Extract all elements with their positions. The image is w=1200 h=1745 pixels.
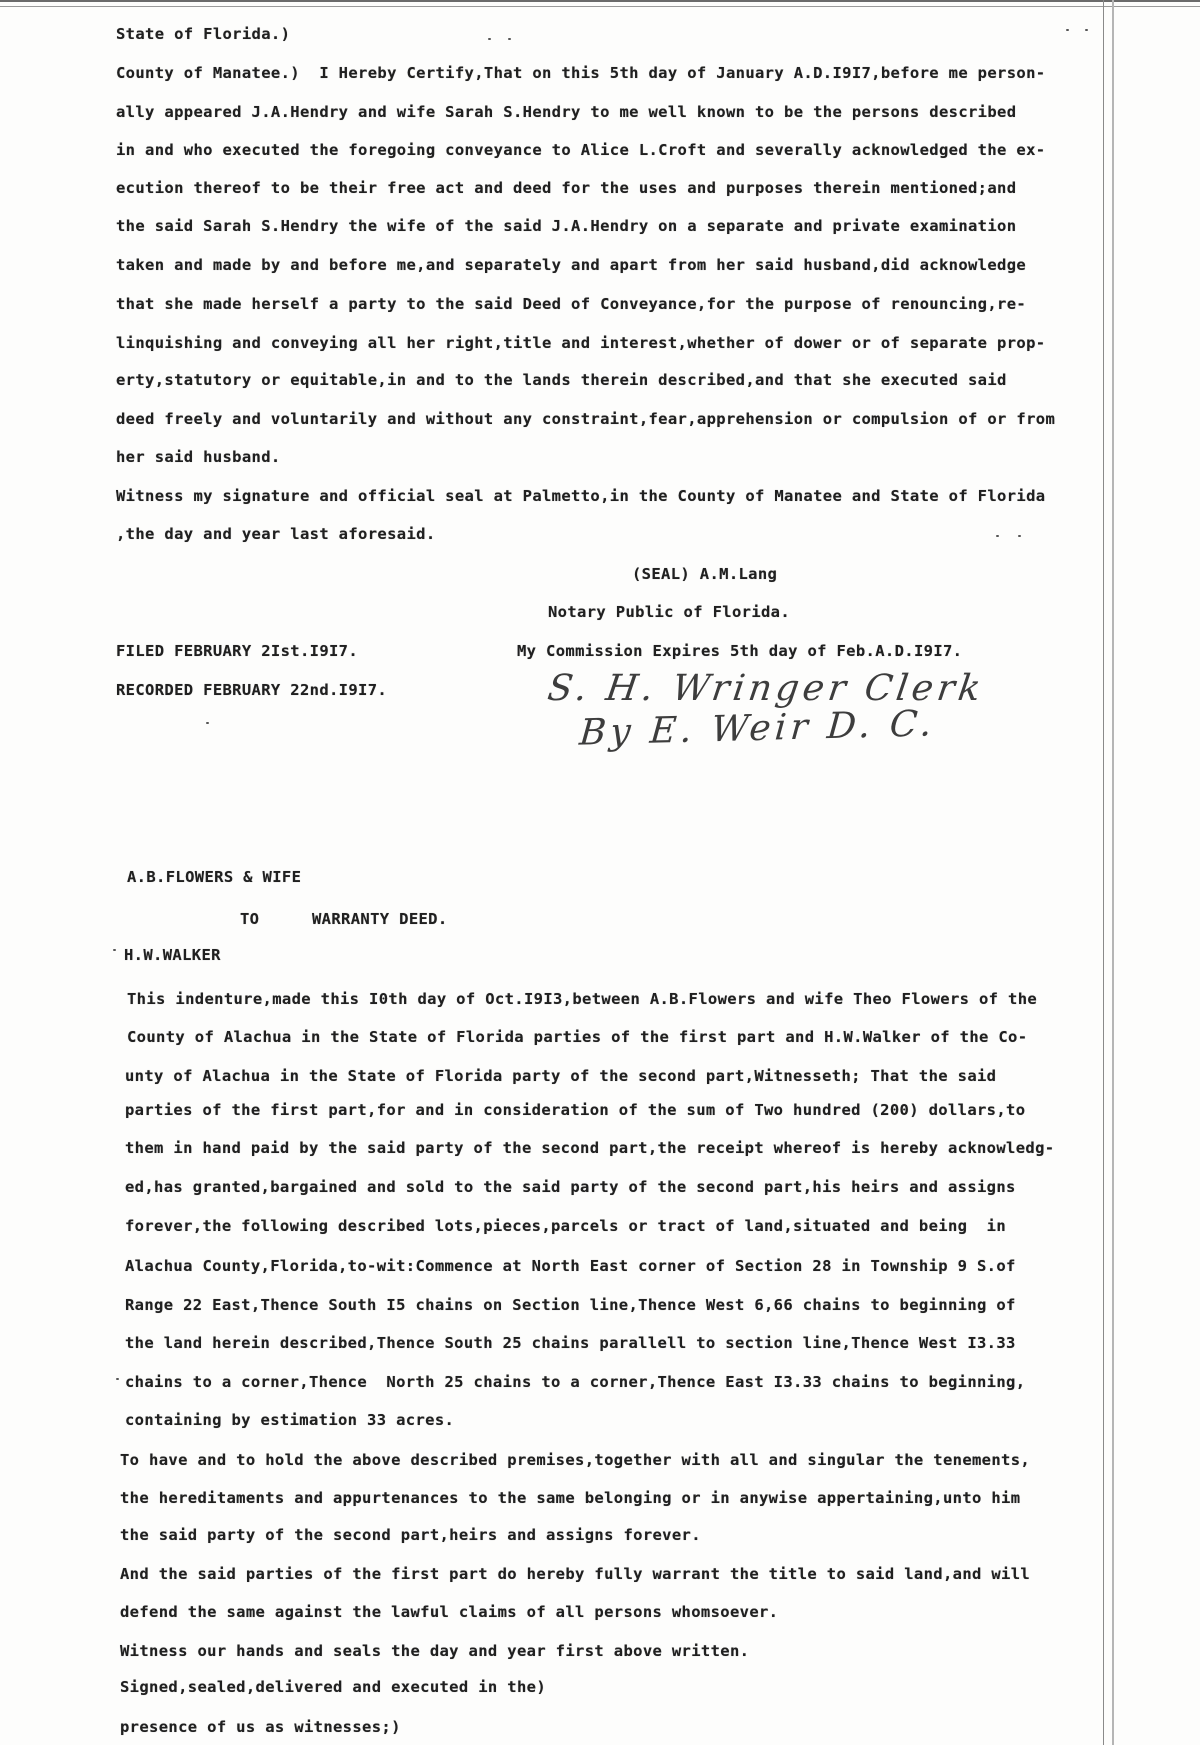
- notary-seal-line: (SEAL) A.M.Lang: [632, 565, 778, 583]
- deed-grantor: A.B.FLOWERS & WIFE: [127, 868, 302, 886]
- certificate-line: in and who executed the foregoing conveyance to Alice L.Croft and severally acknowledged the ex-: [116, 141, 1046, 159]
- certificate-line: linquishing and conveying all her right,title and interest,whether of dower or of separate prop-: [116, 334, 1046, 352]
- scan-speck: [488, 38, 491, 40]
- scan-speck: [1085, 29, 1088, 31]
- clerk-signature: S. H. Wringer Clerk: [545, 668, 988, 709]
- deed-line: County of Alachua in the State of Florida parties of the first part and H.W.Walker of the Co-: [127, 1028, 1028, 1046]
- deed-line: Signed,sealed,delivered and executed in the): [120, 1678, 546, 1696]
- deed-line: parties of the first part,for and in consideration of the sum of Two hundred (200) dollars,to: [125, 1101, 1026, 1119]
- filed-date: FILED FEBRUARY 2Ist.I9I7.: [116, 642, 359, 660]
- deed-line: ed,has granted,bargained and sold to the said party of the second part,his heirs and assigns: [125, 1178, 1016, 1196]
- scan-speck: [1018, 535, 1021, 537]
- recorded-date: RECORDED FEBRUARY 22nd.I9I7.: [116, 681, 388, 699]
- deed-line: And the said parties of the first part do hereby fully warrant the title to said land,and will: [120, 1565, 1031, 1583]
- commission-expiry: My Commission Expires 5th day of Feb.A.D.I9I7.: [517, 642, 963, 660]
- deputy-clerk-signature: By E. Weir D. C.: [577, 703, 938, 754]
- certificate-line: ecution thereof to be their free act and deed for the uses and purposes therein mentioned;and: [116, 179, 1017, 197]
- certificate-line: her said husband.: [116, 448, 281, 466]
- deed-line: the said party of the second part,heirs and assigns forever.: [120, 1526, 701, 1544]
- deed-line: the land herein described,Thence South 25 chains parallell to section line,Thence West I3.33: [125, 1334, 1016, 1352]
- deed-line: Alachua County,Florida,to-wit:Commence at North East corner of Section 28 in Township 9 S.of: [125, 1257, 1016, 1275]
- deed-line: unty of Alachua in the State of Florida party of the second part,Witnesseth; That the said: [125, 1067, 997, 1085]
- certificate-line: that she made herself a party to the said Deed of Conveyance,for the purpose of renouncing,re-: [116, 295, 1027, 313]
- right-page-edge: [1112, 0, 1114, 1745]
- deed-line: To have and to hold the above described premises,together with all and singular the tenements,: [120, 1451, 1031, 1469]
- deed-line: defend the same against the lawful claims of all persons whomsoever.: [120, 1603, 779, 1621]
- scan-speck: [116, 1378, 119, 1380]
- notary-title: Notary Public of Florida.: [548, 603, 791, 621]
- deed-line: them in hand paid by the said party of the second part,the receipt whereof is hereby acknowledg-: [125, 1139, 1055, 1157]
- deed-grantee: H.W.WALKER: [124, 946, 221, 964]
- deed-type: WARRANTY DEED.: [312, 910, 448, 928]
- certificate-line: Witness my signature and official seal at Palmetto,in the County of Manatee and State of Florida: [116, 487, 1046, 505]
- deed-line: This indenture,made this I0th day of Oct.I9I3,between A.B.Flowers and wife Theo Flowers of the: [127, 990, 1038, 1008]
- deed-line: containing by estimation 33 acres.: [125, 1411, 455, 1429]
- top-border: [0, 0, 1200, 2]
- deed-line: presence of us as witnesses;): [120, 1718, 401, 1736]
- certificate-line: the said Sarah S.Hendry the wife of the said J.A.Hendry on a separate and private examination: [116, 217, 1017, 235]
- scan-speck: [113, 949, 116, 951]
- deed-line: Range 22 East,Thence South I5 chains on Section line,Thence West 6,66 chains to beginning of: [125, 1296, 1016, 1314]
- scan-speck: [508, 38, 511, 40]
- right-margin-line: [1103, 0, 1104, 1745]
- scan-speck: [1066, 29, 1069, 31]
- deed-line: forever,the following described lots,pieces,parcels or tract of land,situated and being in: [125, 1217, 1007, 1235]
- certificate-line: deed freely and voluntarily and without any constraint,fear,apprehension or compulsion of or from: [116, 410, 1056, 428]
- certificate-line: ally appeared J.A.Hendry and wife Sarah S.Hendry to me well known to be the persons described: [116, 103, 1017, 121]
- scan-speck: [206, 722, 209, 724]
- certificate-line: erty,statutory or equitable,in and to the lands therein described,and that she executed said: [116, 371, 1007, 389]
- top-border-inner: [0, 6, 1200, 7]
- certificate-line: County of Manatee.) I Hereby Certify,That on this 5th day of January A.D.I9I7,before me person-: [116, 64, 1046, 82]
- scan-speck: [996, 535, 999, 537]
- deed-line: chains to a corner,Thence North 25 chains to a corner,Thence East I3.33 chains to beginning,: [125, 1373, 1026, 1391]
- certificate-line: ,the day and year last aforesaid.: [116, 525, 436, 543]
- certificate-line: taken and made by and before me,and separately and apart from her said husband,did acknowledge: [116, 256, 1027, 274]
- certificate-line: State of Florida.): [116, 25, 291, 43]
- deed-line: Witness our hands and seals the day and year first above written.: [120, 1642, 750, 1660]
- deed-to: TO: [240, 910, 260, 928]
- deed-line: the hereditaments and appurtenances to the same belonging or in anywise appertaining,unto him: [120, 1489, 1021, 1507]
